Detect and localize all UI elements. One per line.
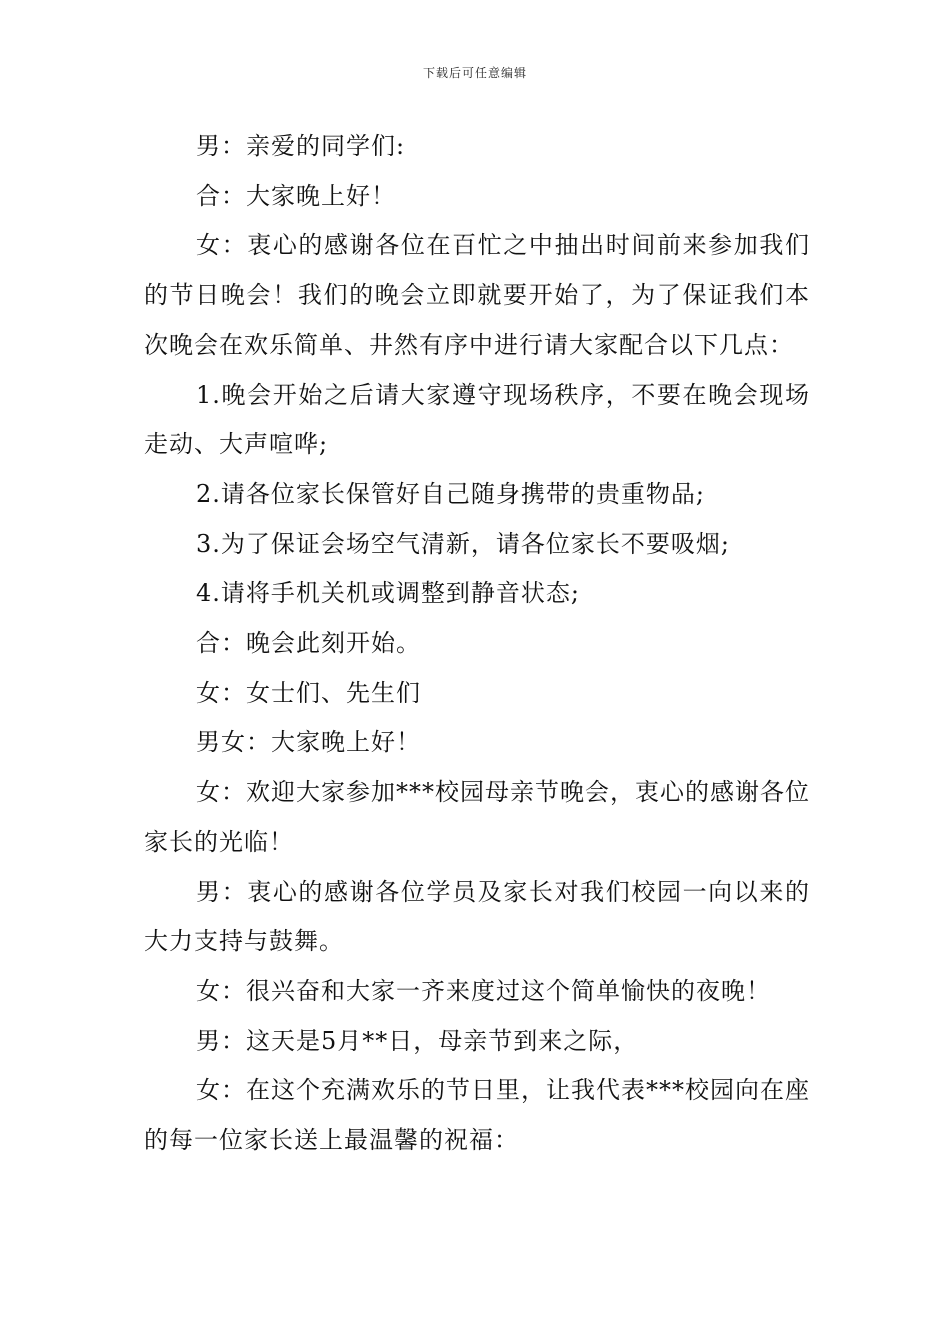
document-body (144, 122, 810, 1166)
paragraph: 合：晚会此刻开始。 (196, 629, 421, 658)
paragraph: 2.请各位家长保管好自己随身携带的贵重物品; (196, 479, 705, 508)
paragraph: 4.请将手机关机或调整到静音状态; (196, 579, 580, 608)
paragraph: 女：欢迎大家参加***校园母亲节晚会，衷心的感谢各位家长的光临！ (144, 778, 810, 856)
paragraph: 女：很兴奋和大家一齐来度过这个简单愉快的夜晚！ (196, 976, 771, 1005)
paragraph: 1.晚会开始之后请大家遵守现场秩序，不要在晚会现场走动、大声喧哗; (144, 380, 810, 459)
paragraph: 男：这天是5月**日，母亲节到来之际， (196, 1026, 639, 1055)
paragraph: 女：衷心的感谢各位在百忙之中抽出时间前来参加我们的节日晚会！我们的晚会立即就要开始了，为了保证我们本次晚会在欢乐简单、井然有序中进行请大家配合以下几点： (144, 231, 810, 359)
paragraph: 男：亲爱的同学们: (196, 132, 406, 160)
header-note: 下载后可任意编辑 (422, 66, 527, 80)
paragraph: 男：衷心的感谢各位学员及家长对我们校园一向以来的大力支持与鼓舞。 (144, 877, 810, 956)
paragraph: 男女：大家晚上好！ (196, 728, 421, 757)
paragraph: 女：女士们、先生们 (196, 678, 421, 707)
paragraph: 合：大家晚上好！ (196, 181, 396, 210)
paragraph: 女：在这个充满欢乐的节日里，让我代表***校园向在座的每一位家长送上最温馨的祝福： (144, 1076, 810, 1155)
paragraph: 3.为了保证会场空气清新，请各位家长不要吸烟; (196, 529, 730, 558)
